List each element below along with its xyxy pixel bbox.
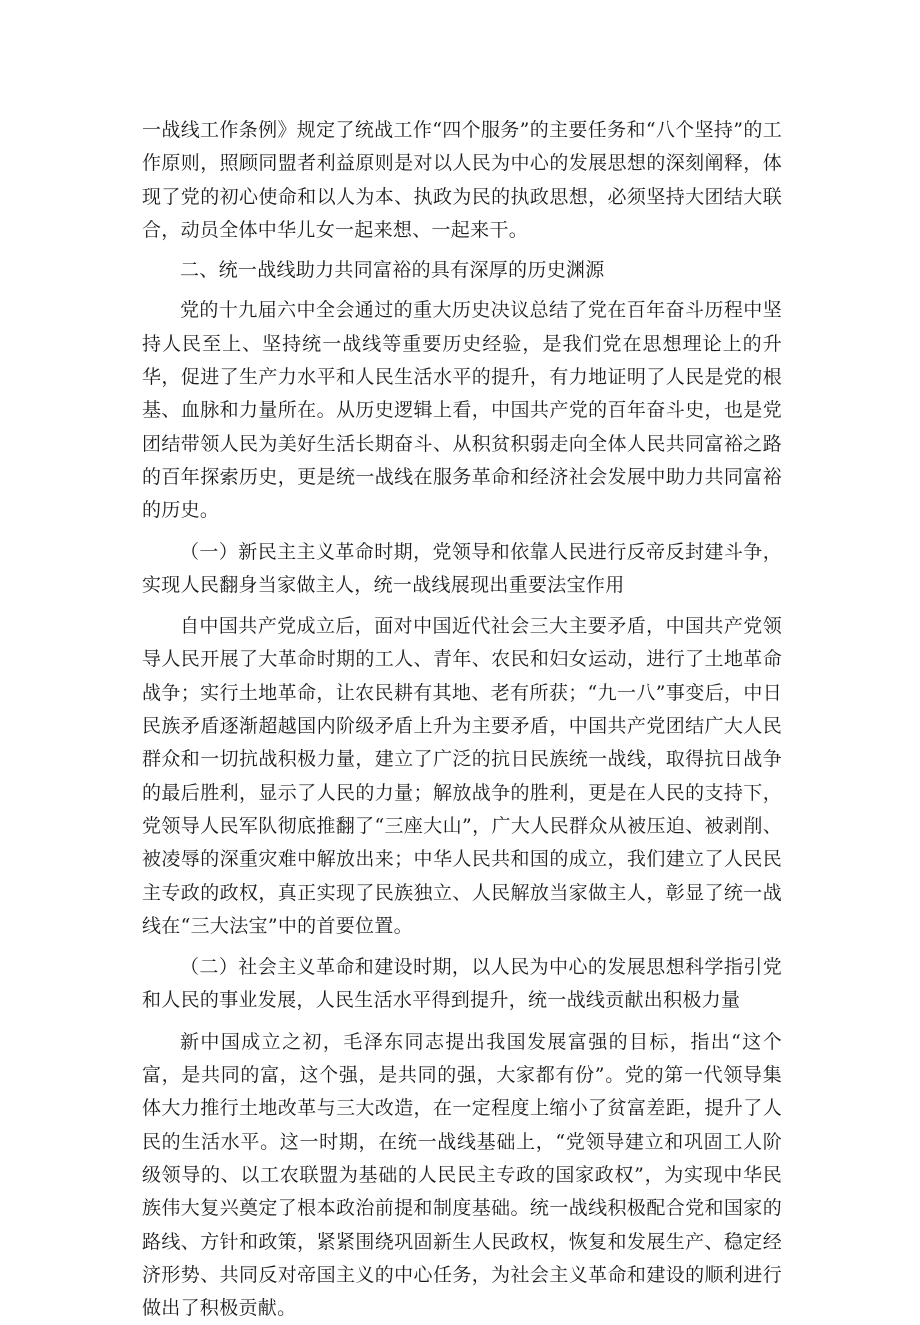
section-heading: 二、统一战线助力共同富裕的具有深厚的历史渊源	[180, 259, 605, 282]
subsection-heading: （一）新民主主义革命时期，党领导和依靠人民进行反帝反封建斗争，实现人民翻身当家做主人，统一战线展现出重要法宝作用	[142, 540, 782, 596]
subsection-heading: （二）社会主义革命和建设时期，以人民为中心的发展思想科学指引党和人民的事业发展，人民生活水平得到提升，统一战线贡献出积极力量	[142, 956, 782, 1012]
document-body	[142, 114, 782, 1325]
body-paragraph: 新中国成立之初，毛泽东同志提出我国发展富强的目标，指出“这个富，是共同的富，这个强，是共同的强，大家都有份”。党的第一代领导集体大力推行土地改革与三大改造，在一定程度上缩小了贫富差距，提升了人民的生活水平。这一时期，在统一战线基础上，“党领导建立和巩固工人阶级领导的、以工农联盟为基础的人民民主专政的国家政权”，为实现中华民族伟大复兴奠定了根本政治前提和制度基础。统一战线积极配合党和国家的路线、方针和政策，紧紧围绕巩固新生人民政权，恢复和发展生产、稳定经济形势、共同反对帝国主义的中心任务，为社会主义革命和建设的顺利进行做出了积极贡献。	[142, 1030, 782, 1320]
body-paragraph: 自中国共产党成立后，面对中国近代社会三大主要矛盾，中国共产党领导人民开展了大革命时期的工人、青年、农民和妇女运动，进行了土地革命战争；实行土地革命，让农民耕有其地、老有所获；“九一八”事变后，中日民族矛盾逐渐超越国内阶级矛盾上升为主要矛盾，中国共产党团结广大人民群众和一切抗战积极力量，建立了广泛的抗日民族统一战线，取得抗日战争的最后胜利，显示了人民的力量；解放战争的胜利，更是在人民的支持下，党领导人民军队彻底推翻了“三座大山”，广大人民群众从被压迫、被剥削、被凌辱的深重灾难中解放出来；中华人民共和国的成立，我们建立了人民民主专政的政权，真正实现了民族独立、人民解放当家做主人，彰显了统一战线在“三大法宝”中的首要位置。	[142, 615, 782, 937]
body-paragraph: 党的十九届六中全会通过的重大历史决议总结了党在百年奋斗历程中坚持人民至上、坚持统一战线等重要历史经验，是我们党在思想理论上的升华，促进了生产力水平和人民生活水平的提升，有力地证明了人民是党的根基、血脉和力量所在。从历史逻辑上看，中国共产党的百年奋斗史，也是党团结带领人民为美好生活长期奋斗、从积贫积弱走向全体人民共同富裕之路的百年探索历史，更是统一战线在服务革命和经济社会发展中助力共同富裕的历史。	[142, 299, 782, 522]
body-paragraph-continued: 一战线工作条例》规定了统战工作“四个服务”的主要任务和“八个坚持”的工作原则，照顾同盟者利益原则是对以人民为中心的发展思想的深刻阐释，体现了党的初心使命和以人为本、执政为民的执政思想，必须坚持大团结大联合，动员全体中华儿女一起来想、一起来干。	[142, 119, 782, 241]
